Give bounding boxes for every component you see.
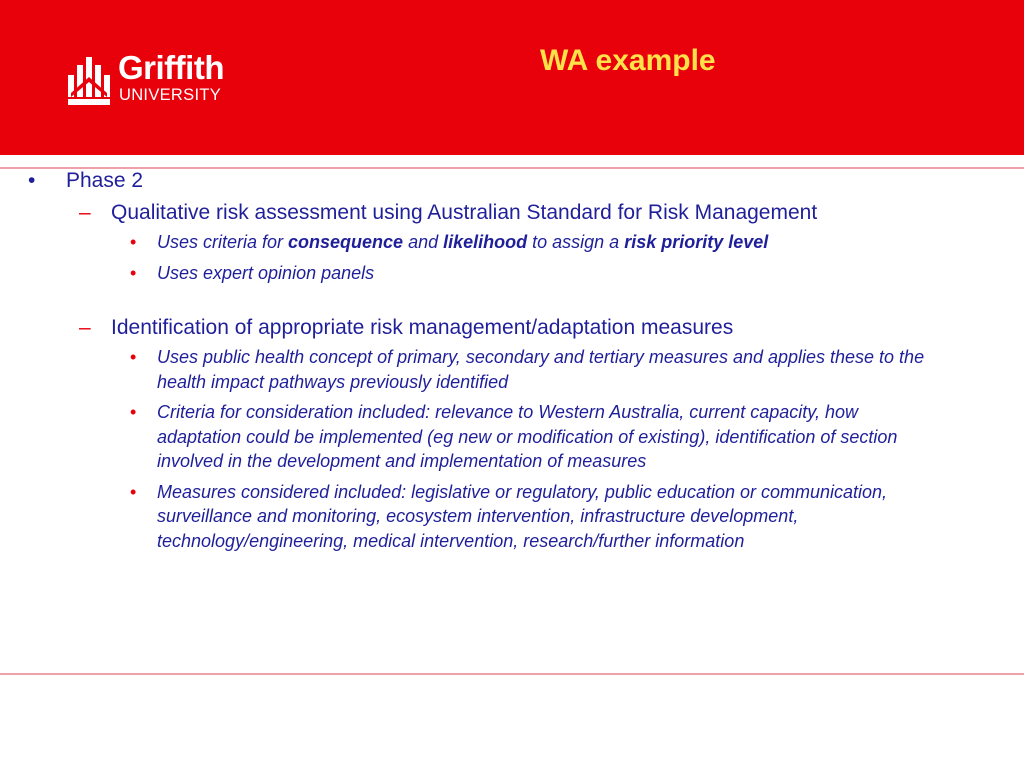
item-text: Uses public health concept of primary, secondary and tertiary measures and applies these to the health impact pathways previously identified: [157, 347, 925, 392]
item-text: Measures considered included: legislative or regulatory, public education or communication, surveillance and monitoring, ecosystem intervention, infrastructure development, technology/engineering, medical intervention, research/further information: [157, 481, 888, 551]
list-item-measures-considered: [130, 480, 947, 554]
bullet-marker: •: [130, 402, 137, 422]
slide-body: [0, 168, 1024, 553]
griffith-university-logo: [66, 49, 276, 113]
logo-name: Griffith: [118, 49, 224, 86]
item-text: Criteria for consideration included: relevance to Western Australia, current capacity, how adaptation could be implemented (eg new or modification of existing), identification of section involved in the development and implementation of measures: [157, 402, 898, 471]
phase-bullet: [28, 168, 1024, 194]
text-part: and: [403, 232, 444, 252]
list-item-criteria: [130, 230, 947, 255]
bullet-marker: •: [130, 481, 137, 502]
slide-header: [0, 0, 1024, 155]
section-risk-assessment: [79, 200, 851, 226]
text-emphasis: likelihood: [443, 232, 528, 252]
dash-marker: –: [79, 316, 91, 339]
section-text: Qualitative risk assessment using Australian Standard for Risk Management: [111, 201, 818, 224]
item-text: Uses expert opinion panels: [157, 262, 375, 283]
bottom-divider: [0, 673, 1024, 675]
dash-marker: –: [79, 201, 91, 224]
list-item-public-health-concept: [130, 345, 947, 394]
text-part: Uses criteria for: [157, 232, 289, 252]
section-adaptation-measures: [79, 315, 851, 341]
list-item-expert-panels: [130, 261, 947, 286]
bullet-marker: •: [130, 232, 137, 252]
text-part: to assign a: [527, 232, 625, 252]
section-text: Identification of appropriate risk management/adaptation measures: [111, 316, 734, 339]
text-emphasis: risk priority level: [624, 232, 769, 252]
phase-label: Phase 2: [66, 169, 144, 192]
bullet-marker: •: [28, 169, 36, 192]
logo-sub: UNIVERSITY: [119, 86, 222, 104]
slide-title: WA example: [540, 44, 716, 77]
bullet-marker: •: [130, 262, 137, 283]
list-item-criteria-consideration: [130, 400, 947, 474]
bullet-marker: •: [130, 347, 137, 367]
text-emphasis: consequence: [288, 232, 404, 252]
